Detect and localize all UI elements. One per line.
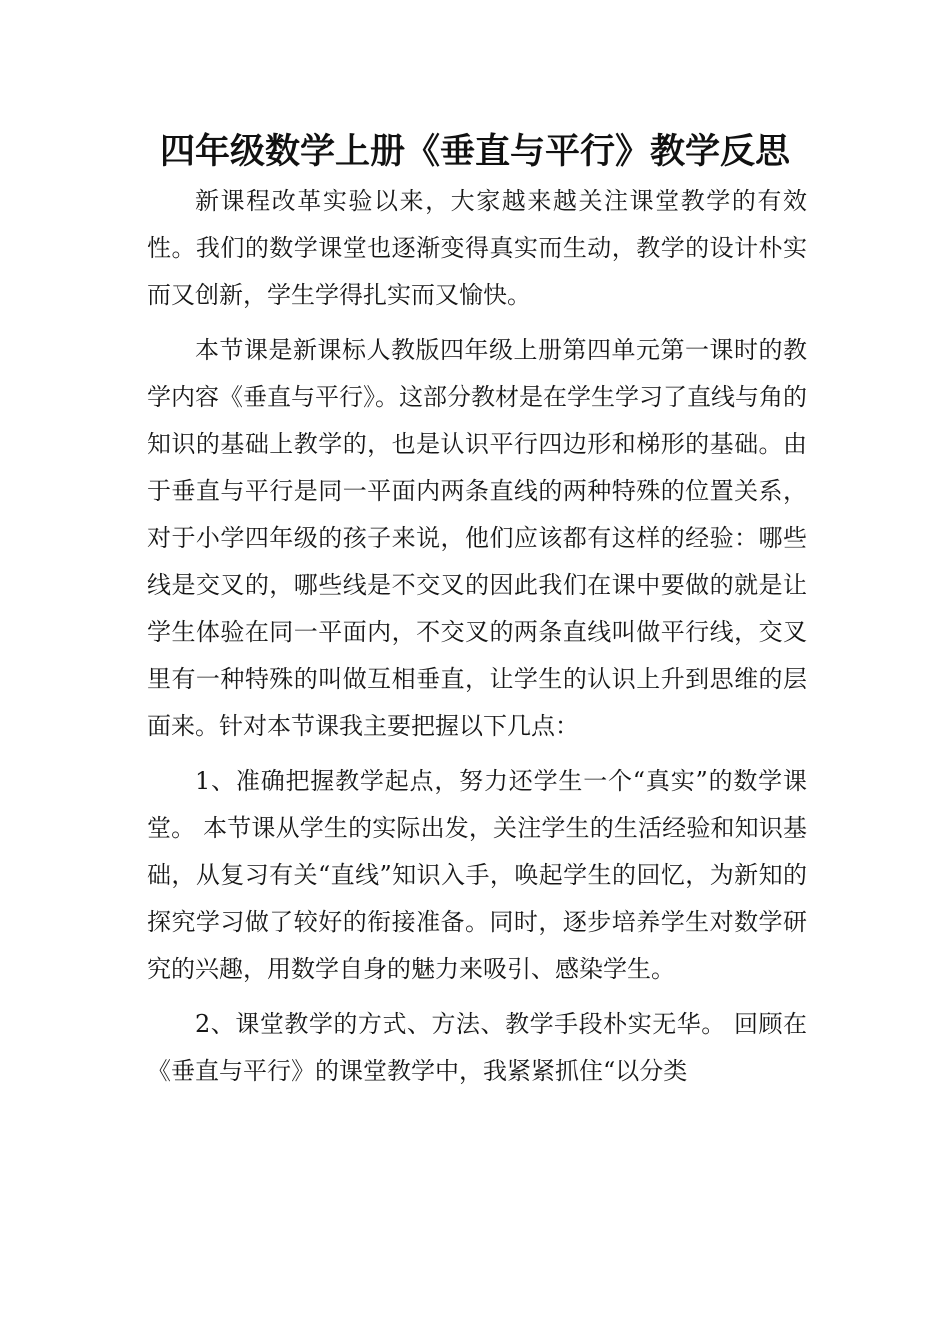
document-body [147, 178, 807, 1103]
paragraph-intro: 新课程改革实验以来，大家越来越关注课堂教学的有效性。我们的数学课堂也逐渐变得真实而生动，教学的设计朴实而又创新，学生学得扎实而又愉快。 [147, 187, 807, 309]
paragraph-lesson-overview: 本节课是新课标人教版四年级上册第四单元第一课时的教学内容《垂直与平行》。这部分教材是在学生学习了直线与角的知识的基础上教学的，也是认识平行四边形和梯形的基础。由于垂直与平行是同一平面内两条直线的两种特殊的位置关系，对于小学四年级的孩子来说，他们应该都有这样的经验：哪些线是交叉的，哪些线是不交叉的因此我们在课中要做的就是让学生体验在同一平面内，不交叉的两条直线叫做平行线，交叉里有一种特殊的叫做互相垂直，让学生的认识上升到思维的层面来。针对本节课我主要把握以下几点： [147, 336, 807, 740]
document-title: 四年级数学上册《垂直与平行》教学反思 [159, 132, 790, 172]
paragraph-point-1: 1、准确把握教学起点，努力还学生一个“真实”的数学课堂。 本节课从学生的实际出发，关注学生的生活经验和知识基础，从复习有关“直线”知识入手，唤起学生的回忆，为新知的探究学习做了较好的衔接准备。同时，逐步培养学生对数学研究的兴趣，用数学自身的魅力来吸引、感染学生。 [147, 767, 807, 983]
paragraph-point-2: 2、课堂教学的方式、方法、教学手段朴实无华。 回顾在《垂直与平行》的课堂教学中，我紧紧抓住“以分类 [147, 1010, 807, 1085]
